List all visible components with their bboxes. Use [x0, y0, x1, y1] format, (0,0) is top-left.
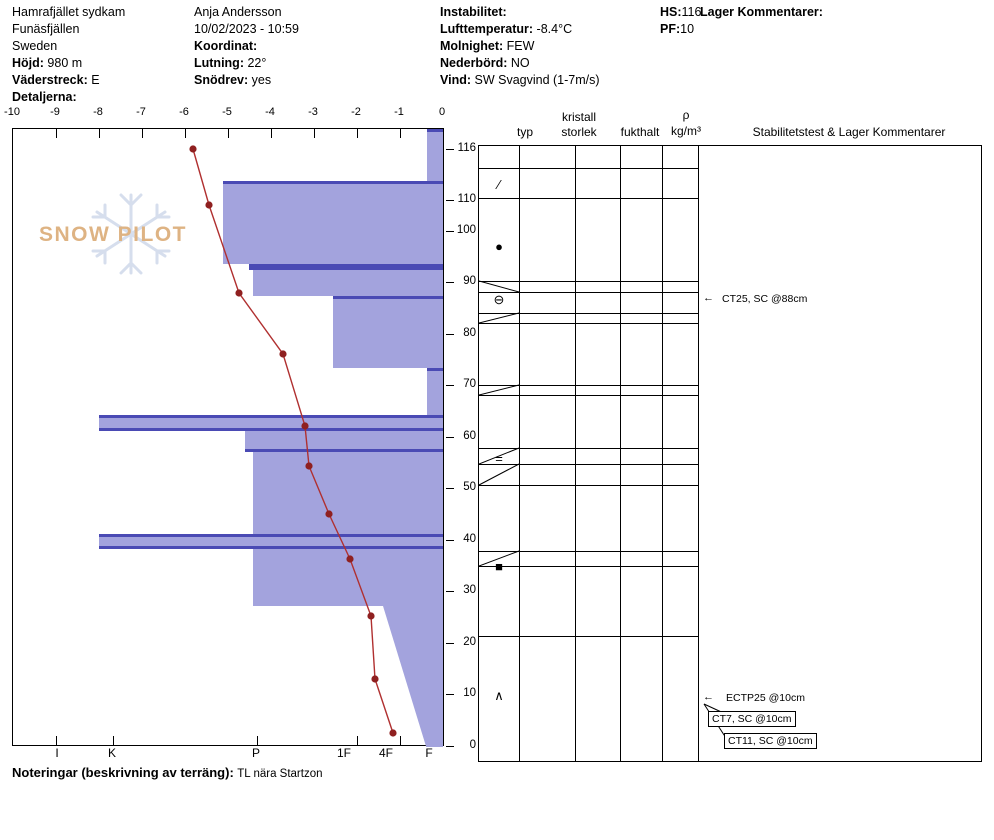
column-header-typ: typ — [516, 125, 533, 139]
elevation-label: Höjd: — [12, 56, 44, 70]
header-row — [700, 4, 823, 21]
depth-tick-label: 80 — [463, 327, 476, 339]
header-row — [12, 89, 125, 106]
header-row — [194, 4, 299, 21]
hardness-axis-labels — [0, 746, 460, 764]
header-column-comments — [700, 4, 823, 21]
hardness-tick-label: 4F — [378, 746, 393, 760]
precipitation-value: NO — [510, 56, 530, 70]
depth-tick-label: 60 — [463, 430, 476, 442]
region-name: Funäsfjällen — [12, 22, 80, 36]
column-header-stability: Stabilitetstest & Lager Kommentarer — [752, 125, 946, 139]
precipitation-label: Nederbörd: — [440, 56, 508, 70]
profile-header — [0, 0, 994, 104]
x-tick-label: -10 — [4, 106, 20, 118]
terrain-notes-label: Noteringar (beskrivning av terräng): — [12, 765, 234, 780]
hardness-tick-label: K — [107, 746, 116, 760]
aspect-value: E — [91, 73, 100, 87]
hardness-tick-label: F — [425, 746, 433, 760]
depth-axis — [446, 128, 476, 751]
header-column-observer — [194, 4, 299, 89]
header-row — [12, 72, 125, 89]
stability-test-label[interactable]: CT11, SC @10cm — [724, 733, 817, 749]
wind-label: Vind: — [440, 73, 472, 87]
header-column-weather — [440, 4, 600, 89]
x-tick-label: -3 — [308, 106, 318, 118]
x-tick-label: -4 — [265, 106, 275, 118]
column-header-density-symbol: ρ — [682, 108, 690, 122]
header-row — [440, 55, 600, 72]
header-row — [12, 55, 125, 72]
header-row — [194, 21, 299, 38]
drifting-snow-value: yes — [251, 73, 272, 87]
x-tick-label: -5 — [222, 106, 232, 118]
hs-label: HS: — [660, 5, 682, 19]
depth-tick-label: 40 — [463, 533, 476, 545]
details-label: Detaljerna: — [12, 90, 77, 104]
x-tick-label: 0 — [438, 106, 446, 118]
depth-tick-label: 100 — [456, 224, 476, 236]
terrain-notes-value: TL nära Startzon — [237, 768, 323, 780]
header-row — [660, 21, 701, 38]
surface-hoar-grain-icon: ∧ — [494, 688, 504, 703]
hardness-tick-label: I — [55, 746, 59, 760]
crust-grain-icon: ⊖ — [493, 292, 505, 307]
country-name: Sweden — [12, 39, 58, 53]
drifting-snow-label: Snödrev: — [194, 73, 249, 87]
profile-plot-area — [12, 128, 444, 746]
header-row — [440, 21, 600, 38]
coordinate-label: Koordinat: — [194, 39, 258, 53]
header-row — [440, 72, 600, 89]
header-row — [194, 72, 299, 89]
header-row — [660, 4, 701, 21]
hs-value: 116 — [681, 5, 702, 19]
layer-comments-label: Lager Kommentarer: — [700, 5, 823, 19]
observer-name: Anja Andersson — [194, 5, 282, 19]
stability-test-label[interactable]: CT7, SC @10cm — [708, 711, 796, 727]
pf-value: 10 — [680, 22, 695, 36]
depth-tick-label: 10 — [463, 687, 476, 699]
instability-label: Instabilitet: — [440, 5, 507, 19]
depth-tick-label: 0 — [469, 739, 476, 751]
observation-datetime: 10/02/2023 - 10:59 — [194, 22, 299, 36]
header-row — [12, 4, 125, 21]
stability-test-label[interactable]: ECTP25 @10cm — [726, 692, 805, 704]
cloud-cover-label: Molnighet: — [440, 39, 504, 53]
column-header-fukthalt: fukthalt — [620, 125, 660, 139]
pf-label: PF: — [660, 22, 681, 36]
depth-tick-label: 116 — [457, 142, 476, 154]
column-header-kristall: kristall — [561, 110, 596, 124]
x-tick-label: -7 — [136, 106, 146, 118]
depth-hoar-grain-icon: ■ — [495, 559, 503, 574]
depth-tick-label: 30 — [463, 584, 476, 596]
site-name: Hamrafjället sydkam — [12, 5, 126, 19]
leader-arrow-icon: ← — [703, 691, 714, 703]
facet-grain-icon: = — [495, 451, 503, 466]
air-temp-value: -8.4°C — [536, 22, 573, 36]
hardness-tick-label: P — [251, 746, 260, 760]
new-snow-grain-icon: ⁄ — [497, 177, 501, 192]
depth-tick-label: 110 — [457, 193, 476, 205]
aspect-label: Väderstreck: — [12, 73, 88, 87]
x-tick-label: -9 — [50, 106, 60, 118]
wind-value: SW Svagvind (1-7m/s) — [474, 73, 600, 87]
column-header-density-unit: kg/m³ — [671, 124, 701, 138]
svg-text:SNOW PILOT: SNOW PILOT — [39, 223, 187, 246]
air-temp-label: Lufttemperatur: — [440, 22, 534, 36]
temperature-axis-labels — [0, 106, 460, 122]
column-header-storlek: storlek — [561, 125, 597, 139]
elevation-value: 980 m — [47, 56, 83, 70]
header-row — [194, 38, 299, 55]
leader-arrow-icon: ← — [703, 292, 714, 304]
rounded-grain-icon: ● — [495, 239, 503, 254]
terrain-notes — [12, 765, 972, 780]
depth-tick-label: 90 — [463, 275, 476, 287]
depth-tick-label: 20 — [463, 636, 476, 648]
stability-test-label[interactable]: CT25, SC @88cm — [722, 293, 808, 305]
x-tick-label: -2 — [351, 106, 361, 118]
depth-tick-label: 70 — [463, 378, 476, 390]
hardness-tick-label: 1F — [336, 746, 351, 760]
snowpilot-logo — [31, 189, 231, 279]
header-row — [12, 38, 125, 55]
slope-angle-value: 22° — [247, 56, 267, 70]
header-row — [440, 4, 600, 21]
slope-angle-label: Lutning: — [194, 56, 244, 70]
depth-tick-label: 50 — [463, 481, 476, 493]
x-tick-label: -1 — [394, 106, 404, 118]
header-column-location — [12, 4, 125, 106]
header-row — [12, 21, 125, 38]
layer-table — [478, 145, 982, 762]
header-row — [194, 55, 299, 72]
header-column-snowpack — [660, 4, 701, 38]
cloud-cover-value: FEW — [506, 39, 535, 53]
x-tick-label: -8 — [93, 106, 103, 118]
x-tick-label: -6 — [179, 106, 189, 118]
header-row — [440, 38, 600, 55]
